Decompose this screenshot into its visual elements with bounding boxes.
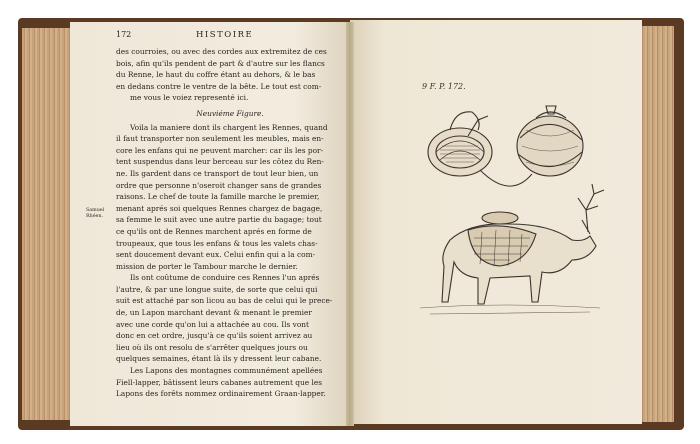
margin-note: Samuel Rhéen. — [86, 208, 105, 219]
text-line: en dedans contre le ventre de la bête. Le tout est com- — [116, 81, 322, 91]
text-line: Lapons des forêts nommez ordinairement Graan-lapper. — [116, 389, 326, 399]
text-line: ordre que personne n'oseroit changer sans de grandes — [116, 180, 322, 190]
text-line: menant aprés soi quelques Rennes chargez de bagage, — [116, 203, 323, 213]
text-line: Les Lapons des montagnes communément apellées — [130, 366, 323, 376]
text-line: ne. Ils gardent dans ce transport de tout leur bien, un — [116, 168, 319, 178]
engraving-illustration — [360, 90, 630, 330]
text-line: core les enfans qui ne peuvent marcher: car ils les por- — [116, 145, 324, 155]
book-gutter — [346, 22, 354, 426]
text-line: ce qu'ils ont de Rennes marchent aprés en forme de — [116, 226, 312, 236]
text-line: suit est attaché par son licou au bas de celui qui le prece- — [116, 296, 333, 306]
ground-hatching — [420, 305, 600, 314]
text-line: lieu où ils ont resolu de s'arrêter quelques jours ou — [116, 342, 308, 352]
text-line: il faut transporter non seulement les meubles, mais en- — [116, 134, 324, 144]
reindeer-engraving — [442, 184, 604, 304]
text-line: tent suspendus dans leur berceau sur les côtez du Ren- — [116, 157, 324, 167]
text-line: l'autre, & par une longue suite, de sorte que celui qui — [116, 284, 318, 294]
text-line: de, un Lapon marchant devant & menant le premier — [116, 308, 312, 318]
text-line: me vous le voiez representé ici. — [130, 93, 249, 103]
text-line: Fiell-lapper, bâtissent leurs cabanes autrement que les — [116, 377, 323, 387]
carrying-cord — [480, 170, 532, 186]
text-line: bois, afin qu'ils pendent de part & d'autre sur les flancs — [116, 58, 325, 68]
cradle-engraving — [428, 112, 492, 176]
text-line: mission de porter le Tambour marche le dernier. — [116, 261, 298, 271]
text-line: Ils ont coûtume de conduire ces Rennes l'un aprés — [130, 273, 320, 283]
coffer-engraving — [517, 106, 583, 176]
text-line: avec une corde qu'on lui a attachée au cou. Ils vont — [116, 319, 310, 329]
text-line: troupeaux, que tous les enfans & tous les valets chas- — [116, 238, 318, 248]
text-line: des courroies, ou avec des cordes aux extremitez de ces — [116, 47, 327, 56]
left-page-body — [116, 46, 344, 400]
figure-title: Neuviéme Figure. — [196, 108, 264, 118]
text-line: Voila la maniere dont ils chargent les Rennes, quand — [130, 122, 328, 132]
text-line: raisons. Le chef de toute la famille marche le premier, — [116, 192, 320, 202]
page-number: 172 — [116, 30, 132, 39]
text-line: sa femme le suit avec une autre partie du bagage; tout — [116, 215, 322, 225]
right-page-edges — [640, 26, 674, 422]
running-head: HISTOIRE — [196, 30, 254, 40]
text-line: donc en cet ordre, jusqu'à ce qu'ils soient arrivez au — [116, 331, 313, 341]
text-line: sent doucement devant eux. Celui enfin qui a la com- — [116, 250, 316, 260]
text-line: quelques semaines, étant là ils y dressent leur cabane. — [116, 354, 322, 364]
text-line: du Renne, le haut du coffre étant au dehors, & le bas — [116, 70, 316, 80]
plate-label: 9 F. P. 172. — [422, 82, 466, 91]
left-page-header — [116, 30, 344, 42]
